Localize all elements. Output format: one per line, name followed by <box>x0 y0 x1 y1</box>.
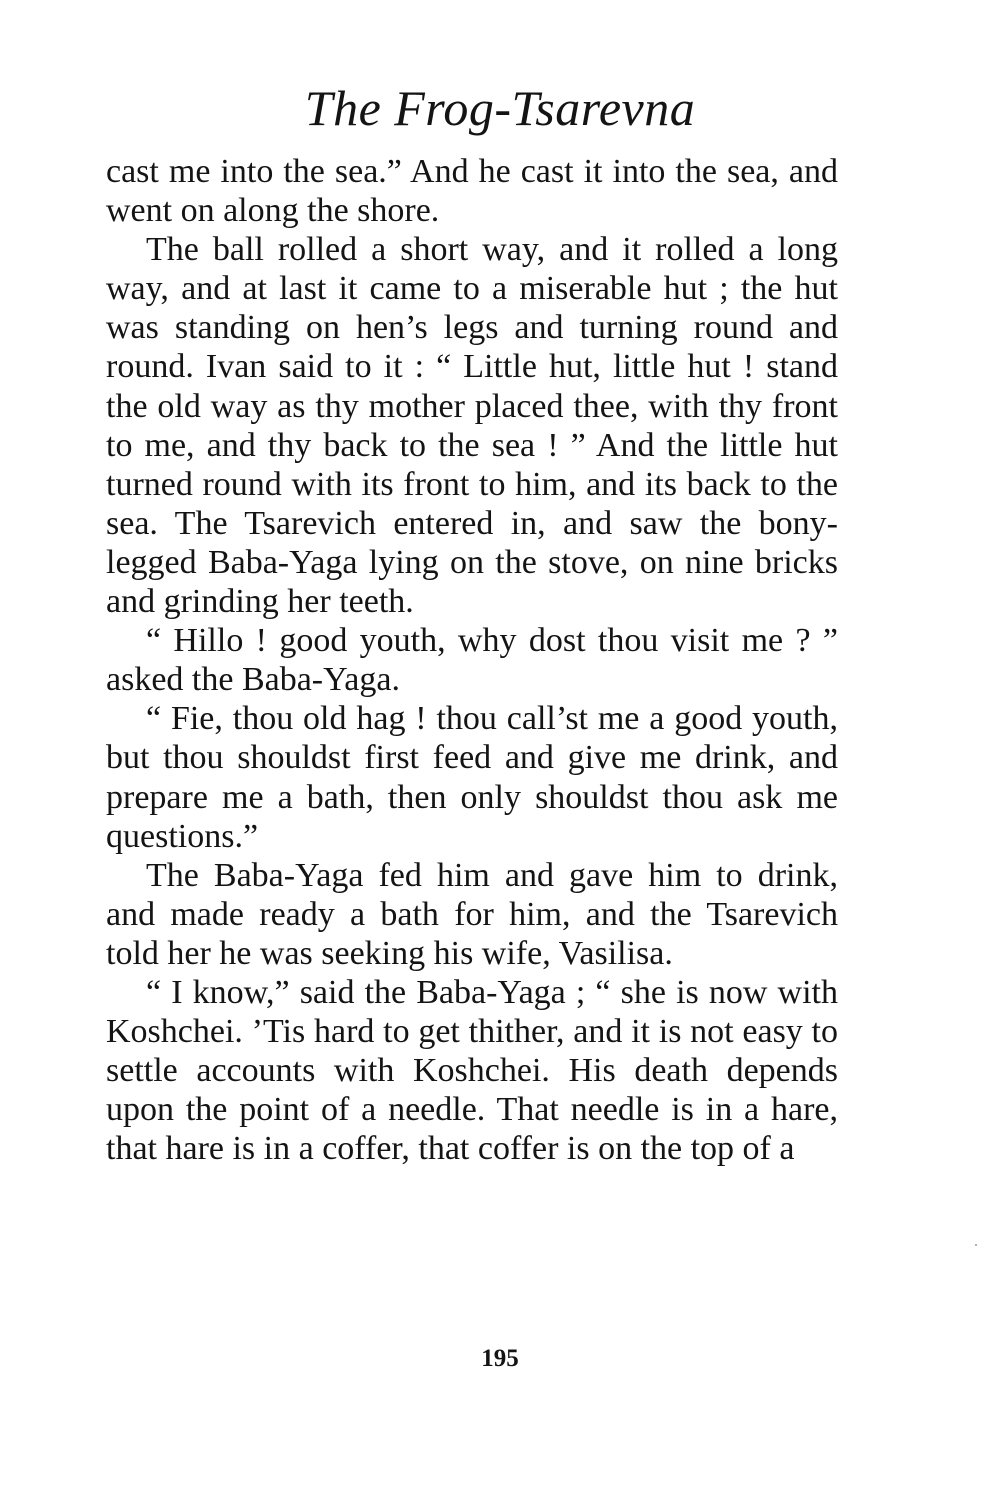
paragraph: The ball rolled a short way, and it rolled a long way, and at last it came to a miserable hut ; the hut was standing on hen’s legs and turning round and round. Ivan said to it : “ Little hut, little hut ! stand the old way as thy mother placed thee, with thy front to me, and thy back to the sea ! ” And the little hut turned round with its front to him, and its back to the sea. The Tsarevich entered in, and saw the bony-legged Baba-Yaga lying on the stove, on nine bricks and grinding her teeth. <box>106 231 838 621</box>
scan-speck <box>975 1244 977 1246</box>
paragraph-continuation: cast me into the sea.” And he cast it into the sea, and went on along the shore. <box>106 153 838 230</box>
paragraph: The Baba-Yaga fed him and gave him to drink, and made ready a bath for him, and the Tsarevich told her he was seeking his wife, Vasilisa. <box>106 856 838 972</box>
body-text <box>106 152 838 1168</box>
running-title: The Frog-Tsarevna <box>304 80 696 136</box>
paragraph: “ Hillo ! good youth, why dost thou visit me ? ” asked the Baba-Yaga. <box>106 622 838 699</box>
page-number: 195 <box>481 1345 519 1372</box>
paragraph: “ Fie, thou old hag ! thou call’st me a good youth, but thou shouldst first feed and give me drink, and prepare me a bath, then only shouldst thou ask me questions.” <box>106 700 838 855</box>
paragraph: “ I know,” said the Baba-Yaga ; “ she is now with Koshchei. ’Tis hard to get thither, and it is not easy to settle accounts with Koshchei. His death depends upon the point of a needle. That needle is in a hare, that hare is in a coffer, that coffer is on the top of a <box>106 973 838 1168</box>
